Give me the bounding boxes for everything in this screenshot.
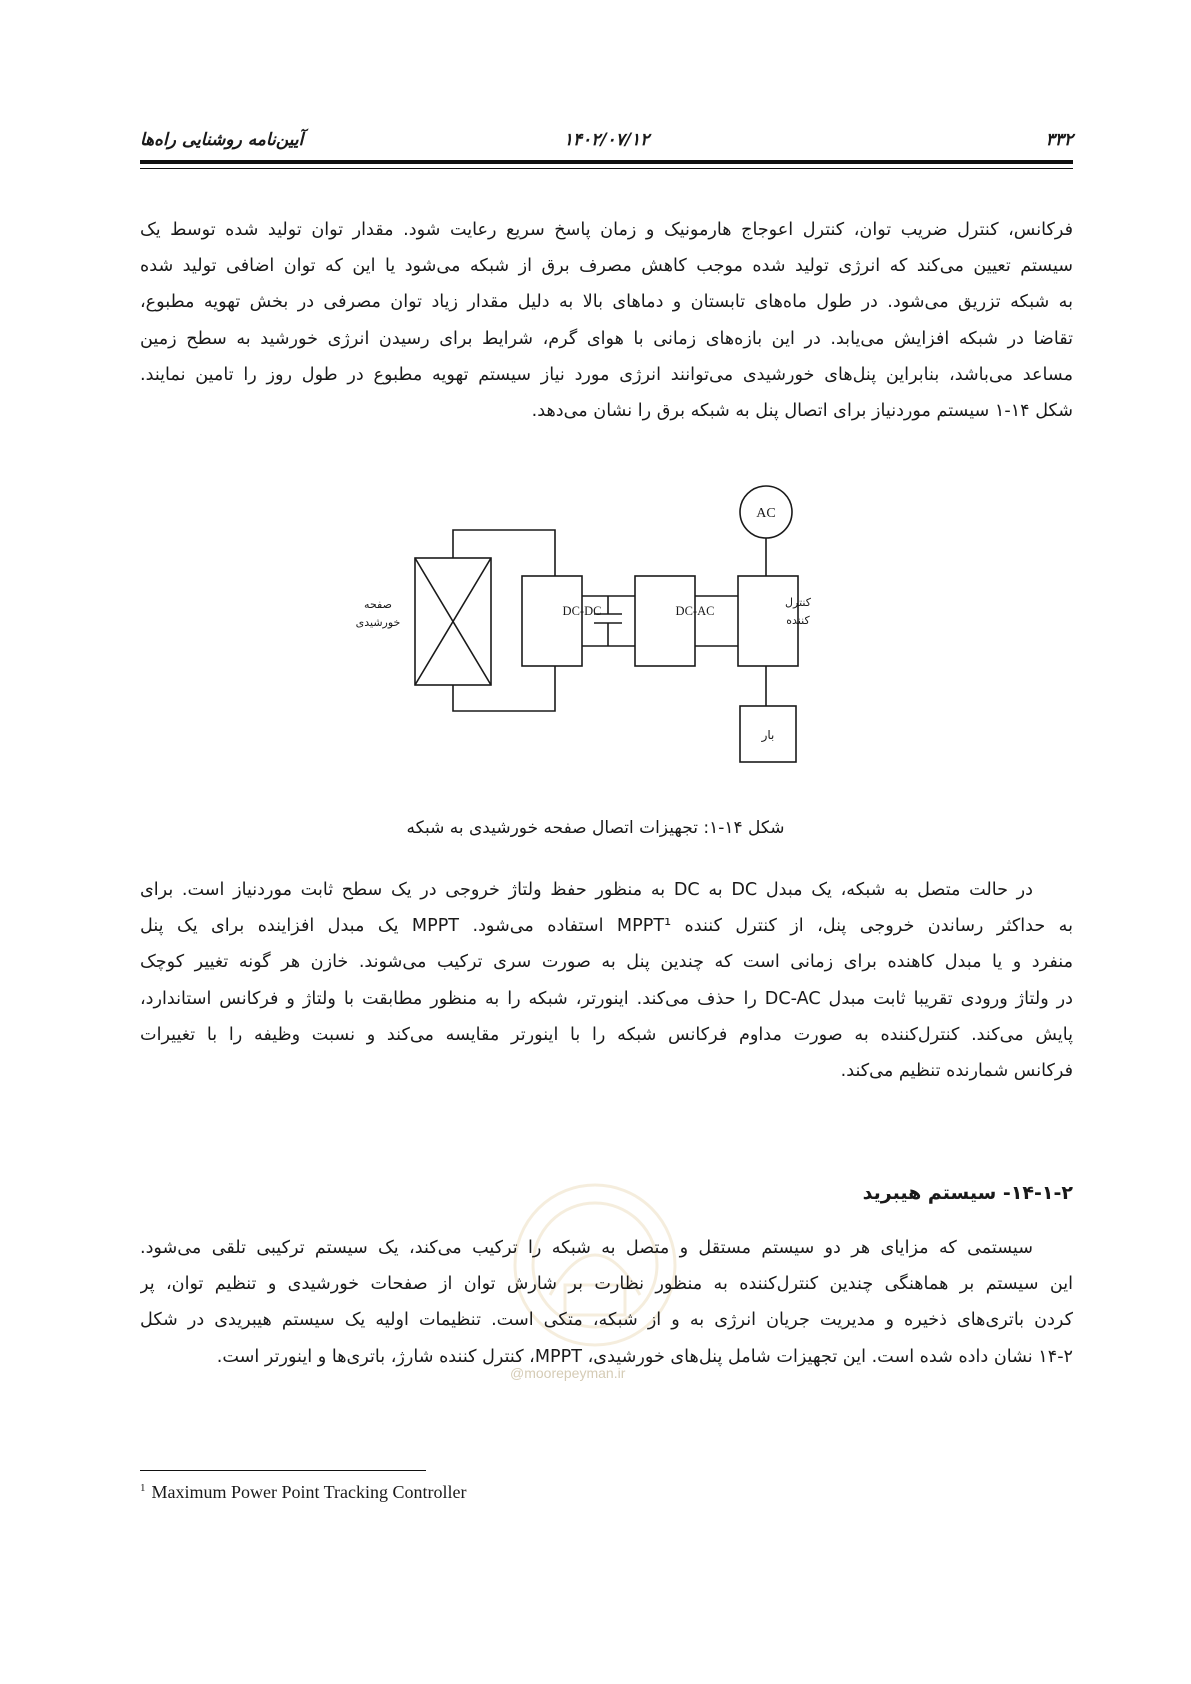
footnote xyxy=(140,1482,467,1503)
dcdc-label: DC-DC xyxy=(562,604,602,618)
paragraph-line: منفرد و یا مبدل کاهنده برای زمانی است که چندین پنل به صورت سری ترکیب می‌شوند. خازن هر گونه تغییر کوچک xyxy=(140,952,1073,973)
header-rule-thick xyxy=(140,160,1073,164)
controller-label-2: کننده xyxy=(786,614,810,627)
paragraph-3 xyxy=(140,1230,1073,1375)
controller-label-1: کنترل xyxy=(785,596,811,609)
paragraph-1 xyxy=(140,212,1073,429)
paragraph-line: این سیستم بر هماهنگی چندین کنترل‌کننده به منظور نظارت بر شارش توان از صفحات خورشیدی و تنظیم توان، پر xyxy=(140,1274,1073,1295)
paragraph-line: در ولتاژ ورودی تقریبا ثابت مبدل DC-AC را حذف می‌کند. اینورتر، شبکه را به منظور مطابقت با ولتاژ و فرکانس استاندارد، xyxy=(140,988,1073,1009)
paragraph-line: شکل ۱۴-۱ سیستم موردنیاز برای اتصال پنل به شبکه برق را نشان می‌دهد. xyxy=(531,401,1073,422)
load-label: بار xyxy=(761,728,775,742)
paragraph-line: کردن باتری‌های ذخیره و مدیریت جریان انرژی به و از شبکه، متکی است. تنظیمات اولیه یک سیستم هیبریدی در شکل xyxy=(140,1310,1073,1331)
solar-label-1: صفحه xyxy=(364,598,392,611)
header-date: ۱۴۰۲/۰۷/۱۲ xyxy=(563,130,650,150)
paragraph-line: مساعد می‌باشد، بنابراین پنل‌های خورشیدی می‌توانند انرژی مورد نیاز سیستم تهویه مطبوع در طول روز را تامین نمایند. xyxy=(140,364,1073,385)
paragraph-line: سیستمی که مزایای هر دو سیستم مستقل و متصل به شبکه را ترکیب می‌کند، یک سیستم ترکیبی تلقی می‌شود. xyxy=(140,1238,1033,1258)
figure-overlay xyxy=(330,480,850,810)
paragraph-line: فرکانس شمارنده تنظیم می‌کند. xyxy=(840,1061,1073,1082)
document-title: آیین‌نامه روشنایی راه‌ها xyxy=(140,130,304,150)
footnote-text: Maximum Power Point Tracking Controller xyxy=(151,1482,467,1502)
page-header xyxy=(140,124,1073,164)
paragraph-line: پایش می‌کند. کنترل‌کننده به صورت مداوم فرکانس شبکه را با اینورتر مقایسه می‌کند و نسبت وظیفه را با تغییرات xyxy=(140,1024,1073,1045)
paragraph-line: سیستم تعیین می‌کند که انرژی تولید شده موجب کاهش مصرف برق از شبکه می‌شود یا این که توان اضافی تولید شده xyxy=(140,256,1073,277)
watermark-text: @moorepeyman.ir xyxy=(510,1365,626,1381)
figure-caption: شکل ۱۴-۱: تجهیزات اتصال صفحه خورشیدی به شبکه xyxy=(406,818,785,838)
header-rule-thin xyxy=(140,168,1073,169)
solar-label-2: خورشیدی xyxy=(355,616,401,629)
footnote-marker: 1 xyxy=(140,1482,146,1494)
footnote-rule xyxy=(140,1470,426,1471)
paragraph-line: به حداکثر رساندن خروجی پنل، از کنترل کننده MPPT¹ استفاده می‌شود. MPPT یک مبدل افزاینده برای یک پنل xyxy=(140,916,1073,937)
paragraph-2 xyxy=(140,872,1073,1089)
page-number: ۳۳۲ xyxy=(1045,130,1073,150)
paragraph-line: فرکانس، کنترل ضریب توان، کنترل اعوجاج هارمونیک و زمان پاسخ سریع رعایت شود. مقدار توان تولید شده توسط یک xyxy=(140,220,1073,240)
section-heading: ۱۴-۱-۲- سیستم هیبرید xyxy=(862,1182,1073,1204)
dcac-label: DC-AC xyxy=(675,604,715,618)
paragraph-line: ۱۴-۲ نشان داده شده است. این تجهیزات شامل پنل‌های خورشیدی، MPPT، کنترل کننده شارژ، باتری‌ها و اینورتر است. xyxy=(216,1346,1073,1367)
paragraph-line: به شبکه تزریق می‌شود. در طول ماه‌های تابستان و دماهای بالا به دلیل مقدار زیاد توان مصرفی در بخش تهویه مطبوع، xyxy=(140,292,1073,313)
ac-label: AC xyxy=(756,506,776,521)
paragraph-line: در حالت متصل به شبکه، یک مبدل DC به DC به منظور حفظ ولتاژ خروجی در یک سطح ثابت موردنیاز است. برای xyxy=(140,880,1033,900)
paragraph-line: تقاضا در شبکه افزایش می‌یابد. در این بازه‌های زمانی با هوای گرم، شرایط برای رسیدن انرژی خورشید به سطح زمین xyxy=(140,328,1073,349)
